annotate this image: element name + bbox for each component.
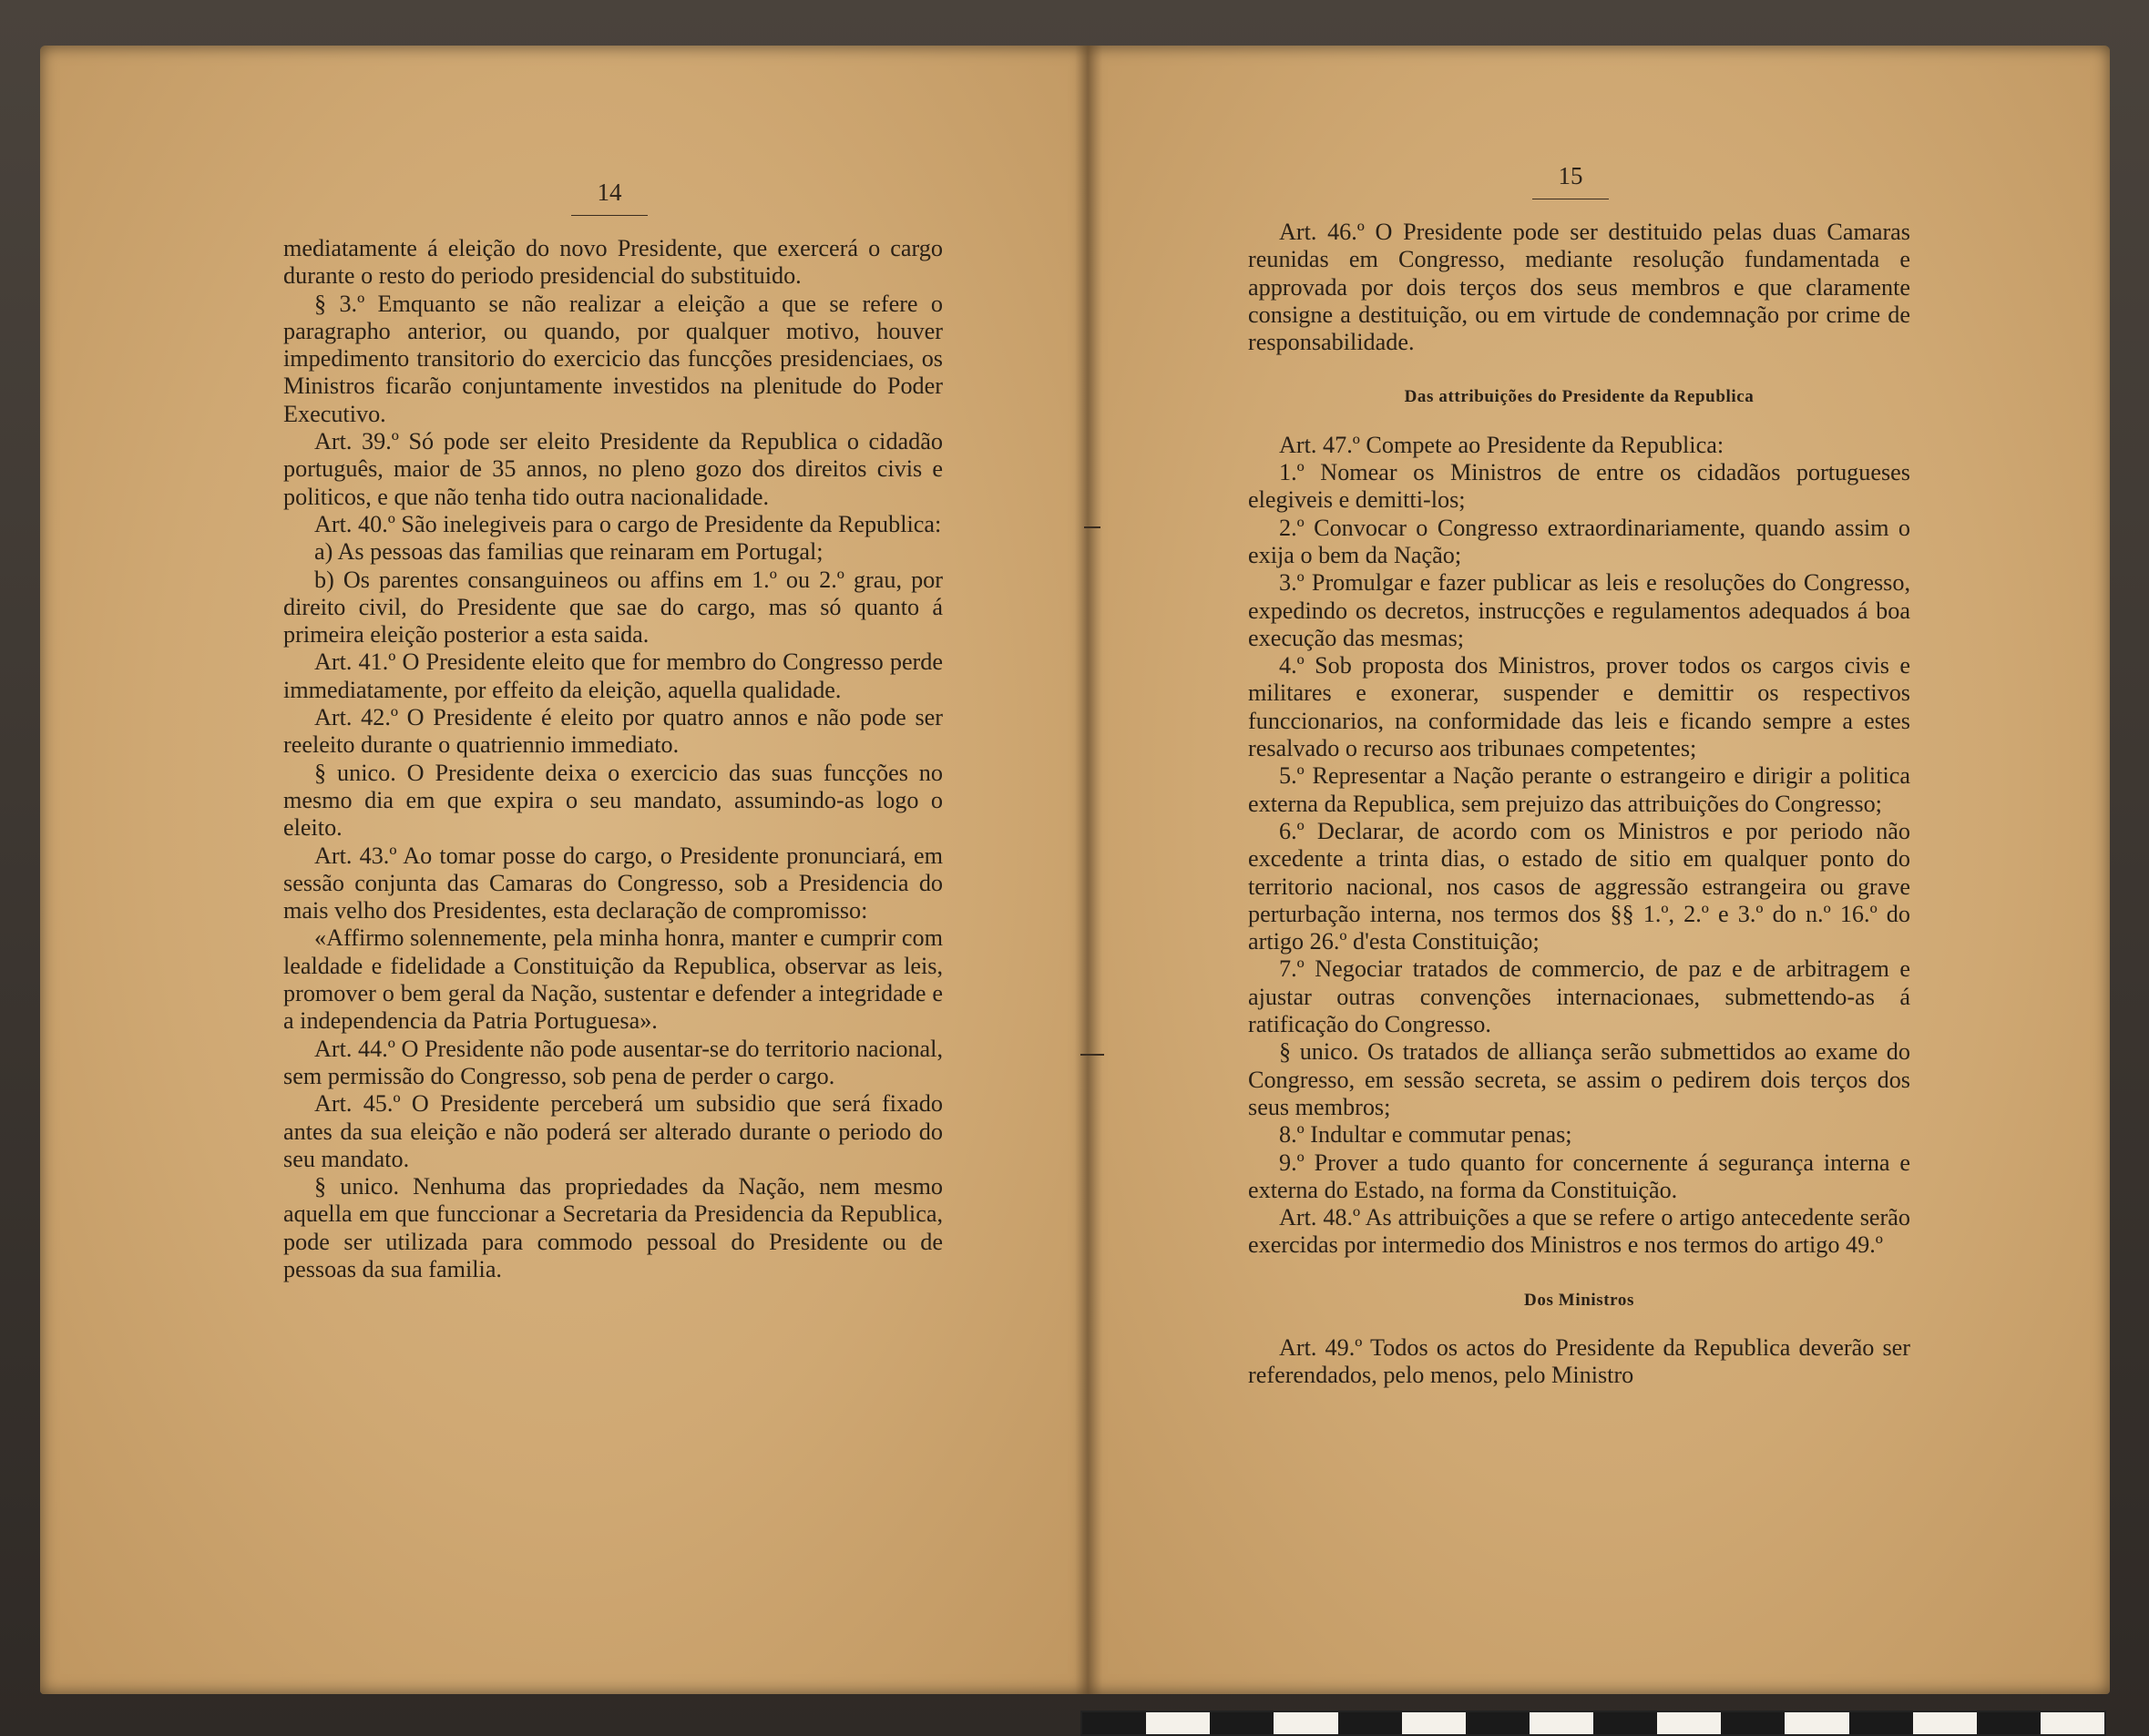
- paragraph: 5.º Representar a Nação perante o estrangeiro e dirigir a politica externa da Republica, sem prejuizo das attribuições do Congresso;: [1248, 762, 1910, 817]
- gutter-mark-bottom: [1080, 1054, 1104, 1056]
- scale-segment: [1530, 1712, 1593, 1734]
- paragraph: «Affirmo solennemente, pela minha honra, manter e cumprir com lealdade e fidelidade a Constituição da Republica, observar as leis, promover o bem geral da Nação, sustentar e defender a integridade e a independencia da Patria Portuguesa».: [283, 924, 943, 1035]
- paragraph: 8.º Indultar e commutar penas;: [1279, 1121, 1572, 1149]
- paragraph: Art. 49.º Todos os actos do Presidente da Republica deverão ser referendados, pelo menos, pelo Ministro: [1248, 1333, 1910, 1389]
- paragraph: mediatamente á eleição do novo Presidente, que exercerá o cargo durante o resto do periodo presidencial do substituido.: [283, 235, 943, 290]
- scale-segment: [1082, 1712, 1146, 1734]
- color-scale-bar: [1080, 1710, 2106, 1736]
- paragraph: Art. 47.º Compete ao Presidente da Republica:: [1279, 431, 1724, 458]
- paragraph: Art. 46.º O Presidente pode ser destituido pelas duas Camaras reunidas em Congresso, mediante resolução fundamentada e approvada por dois terços dos seus membros e que claramente consigne a destituição, ou em virtude de condemnação por crime de responsabilidade.: [1248, 219, 1910, 356]
- paragraph: a) As pessoas das familias que reinaram em Portugal;: [314, 538, 824, 566]
- paragraph: Art. 43.º Ao tomar posse do cargo, o Presidente pronunciará, em sessão conjunta das Camaras do Congresso, sob a Presidencia do mais velho dos Presidentes, esta declaração de compromisso:: [283, 842, 943, 924]
- scale-segment: [1338, 1712, 1402, 1734]
- scale-segment: [1146, 1712, 1210, 1734]
- paragraph: § 3.º Emquanto se não realizar a eleição a que se refere o paragrapho anterior, ou quando, por qualquer motivo, houver impedimento transitorio do exercicio das funcções presidenciaes, os Ministros ficarão conjuntamente investidos na plenitude do Poder Executivo.: [283, 290, 943, 427]
- scale-segment: [1913, 1712, 1977, 1734]
- paragraph: 4.º Sob proposta dos Ministros, prover todos os cargos civis e militares e exonerar, suspender e demittir os respectivos funccionarios, na conformidade das leis e ficando sempre a estes resalvado o recurso aos tribunaes competentes;: [1248, 652, 1910, 762]
- paragraph: § unico. Os tratados de alliança serão submettidos ao exame do Congresso, em sessão secreta, se assim o pedirem dois terços dos seus membros;: [1248, 1038, 1910, 1120]
- gutter-mark-top: [1084, 526, 1100, 528]
- section-heading: Dos Ministros: [1524, 1290, 1634, 1310]
- paragraph: b) Os parentes consanguineos ou affins em 1.º ou 2.º grau, por direito civil, do Presidente que sae do cargo, mas só quanto á primeira eleição posterior a esta saida.: [283, 566, 943, 648]
- scale-segment: [1210, 1712, 1274, 1734]
- left-text-column: [283, 235, 943, 1283]
- paragraph: § unico. O Presidente deixa o exercicio das suas funcções no mesmo dia em que expira o seu mandato, assumindo-as logo o eleito.: [283, 759, 943, 842]
- paragraph: Art. 48.º As attribuições a que se refere o artigo antecedente serão exercidas por intermedio dos Ministros e nos termos do artigo 49.º: [1248, 1204, 1910, 1259]
- paragraph: Art. 45.º O Presidente perceberá um subsidio que será fixado antes da sua eleição e não poderá ser alterado durante o periodo do seu mandato.: [283, 1090, 943, 1172]
- paragraph: Art. 41.º O Presidente eleito que for membro do Congresso perde immediatamente, por effeito da eleição, aquella qualidade.: [283, 648, 943, 703]
- page-number-right: 15: [1525, 162, 1616, 190]
- paragraph: 9.º Prover a tudo quanto for concernente á segurança interna e externa do Estado, na forma da Constituição.: [1248, 1149, 1910, 1203]
- scale-segment: [1466, 1712, 1530, 1734]
- paragraph: 7.º Negociar tratados de commercio, de paz e de arbitragem e ajustar outras convenções internacionaes, submettendo-as á ratificação do Congresso.: [1248, 955, 1910, 1038]
- paragraph: 2.º Convocar o Congresso extraordinariamente, quando assim o exija o bem da Nação;: [1248, 514, 1910, 568]
- scale-segment: [1785, 1712, 1848, 1734]
- scale-segment: [2041, 1712, 2104, 1734]
- paragraph: 6.º Declarar, de acordo com os Ministros e por periodo não excedente a trinta dias, o estado de sitio em qualquer ponto do territorio nacional, nos casos de aggressão estrangeira ou grave perturbação interna, nos termos dos §§ 1.º, 2.º e 3.º do n.º 16.º do artigo 26.º d'esta Constituição;: [1248, 817, 1910, 955]
- scale-segment: [1593, 1712, 1657, 1734]
- page-number-left: 14: [564, 179, 655, 207]
- paragraph: 3.º Promulgar e fazer publicar as leis e resoluções do Congresso, expedindo os decretos, instrucções e regulamentos adequados á boa execução das mesmas;: [1248, 569, 1910, 651]
- paragraph: Art. 39.º Só pode ser eleito Presidente da Republica o cidadão português, maior de 35 annos, no pleno gozo dos direitos civis e politicos, e que não tenha tido outra nacionalidade.: [283, 428, 943, 510]
- scale-segment: [1402, 1712, 1466, 1734]
- paragraph: 1.º Nomear os Ministros de entre os cidadãos portugueses elegiveis e demitti-los;: [1248, 459, 1910, 514]
- right-text-column: [1248, 219, 1910, 1390]
- paragraph: Art. 42.º O Presidente é eleito por quatro annos e não pode ser reeleito durante o quatriennio immediato.: [283, 704, 943, 759]
- scale-segment: [1977, 1712, 2041, 1734]
- scale-segment: [1849, 1712, 1913, 1734]
- scale-segment: [1721, 1712, 1785, 1734]
- book-gutter: [1075, 46, 1102, 1694]
- scale-segment: [1274, 1712, 1337, 1734]
- paragraph: Art. 44.º O Presidente não pode ausentar-se do territorio nacional, sem permissão do Congresso, sob pena de perder o cargo.: [283, 1035, 943, 1089]
- paragraph: Art. 40.º São inelegiveis para o cargo de Presidente da Republica:: [314, 510, 942, 537]
- paragraph: § unico. Nenhuma das propriedades da Nação, nem mesmo aquella em que funccionar a Secretaria da Presidencia da Republica, pode ser utilizada para commodo pessoal do Presidente ou de pessoas da sua familia.: [283, 1173, 943, 1282]
- section-heading: Das attribuições do Presidente da Republica: [1404, 387, 1755, 407]
- scale-segment: [1657, 1712, 1721, 1734]
